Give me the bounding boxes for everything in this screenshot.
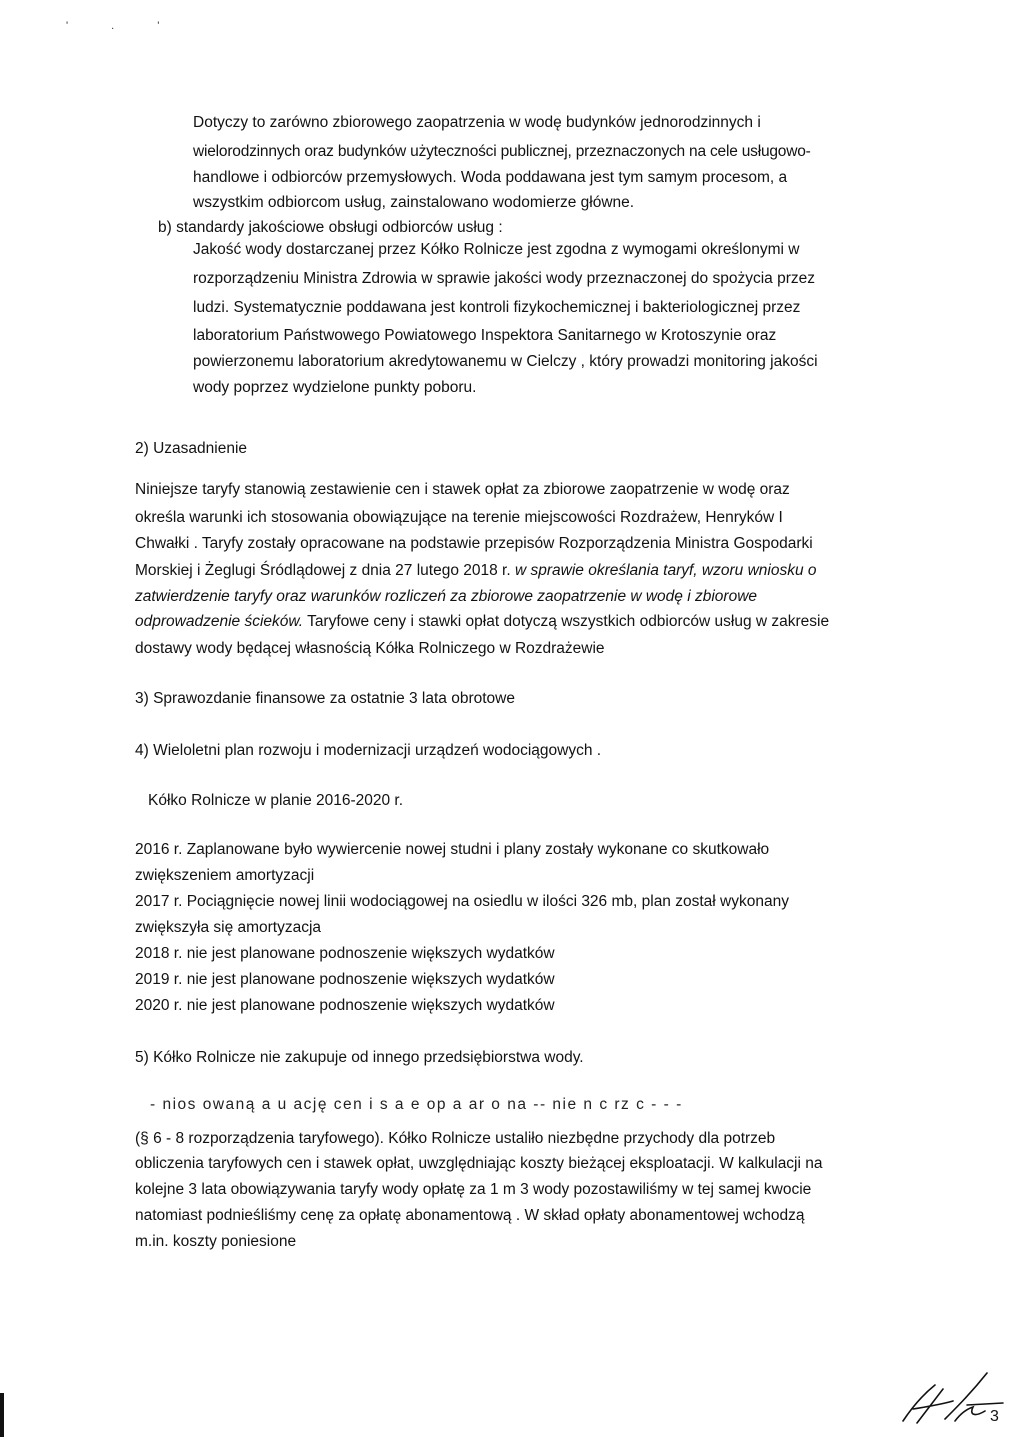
paragraph-line	[135, 612, 829, 632]
plan-item-2016-cont: zwiększeniem amortyzacji	[135, 867, 315, 884]
paragraph-line: ludzi. Systematycznie poddawana jest kontroli fizykochemicznej i bakteriologicznej przez	[193, 299, 801, 316]
plan-subheading: Kółko Rolnicze w planie 2016-2020 r.	[148, 792, 404, 809]
section-heading-sprawozdanie: 3) Sprawozdanie finansowe za ostatnie 3 lata obrotowe	[135, 690, 515, 707]
plan-item-2017: 2017 r. Pociągnięcie nowej linii wodociągowej na osiedlu w ilości 326 mb, plan został wykonany	[135, 893, 789, 910]
page-number: 3	[990, 1408, 999, 1425]
section-heading-plan: 4) Wieloletni plan rozwoju i modernizacji urządzeń wodociągowych .	[135, 742, 602, 759]
paragraph-line: Dotyczy to zarówno zbiorowego zaopatrzenia w wodę budynków jednorodzinnych i	[193, 114, 761, 131]
paragraph-line	[135, 561, 817, 581]
paragraph-line: Chwałki . Taryfy zostały opracowane na podstawie przepisów Rozporządzenia Ministra Gospodarki	[135, 535, 813, 552]
paragraph-line: rozporządzeniu Ministra Zdrowia w sprawie jakości wody przeznaczonej do spożycia przez	[193, 270, 815, 287]
paragraph-line: określa warunki ich stosowania obowiązujące na terenie miejscowości Rozdrażew, Henryków I	[135, 509, 783, 526]
plan-item-2019: 2019 r. nie jest planowane podnoszenie większych wydatków	[135, 971, 555, 988]
paragraph-line: wody poprzez wydzielone punkty poboru.	[193, 379, 477, 396]
plan-item-2020: 2020 r. nie jest planowane podnoszenie większych wydatków	[135, 997, 555, 1014]
text-italic: odprowadzenie ścieków.	[135, 613, 304, 630]
paragraph-line: laboratorium Państwowego Powiatowego Inspektora Sanitarnego w Krotoszynie oraz	[193, 327, 777, 344]
text-italic: w sprawie określania taryf, wzoru wniosku o	[514, 562, 817, 579]
scan-edge-mark	[0, 1393, 4, 1437]
paragraph-line: (§ 6 - 8 rozporządzenia taryfowego). Kółko Rolnicze ustaliło niezbędne przychody dla potrzeb	[135, 1130, 776, 1147]
paragraph-line: obliczenia taryfowych cen i stawek opłat, uwzględniając koszty bieżącej eksploatacji. W kalkulacji na	[135, 1155, 823, 1172]
paragraph-line: natomiast podnieśliśmy cenę za opłatę abonamentową . W skład opłaty abonamentowej wchodzą	[135, 1207, 805, 1224]
text-plain: Morskiej i Żeglugi Śródlądowej z dnia 27 lutego 2018 r.	[135, 562, 511, 579]
section-heading-uzasadnienie: 2) Uzasadnienie	[135, 440, 248, 457]
paragraph-line: Jakość wody dostarczanej przez Kółko Rolnicze jest zgodna z wymogami określonymi w	[193, 241, 800, 258]
plan-item-2018: 2018 r. nie jest planowane podnoszenie większych wydatków	[135, 945, 555, 962]
paragraph-line: m.in. koszty poniesione	[135, 1233, 297, 1250]
section-heading-zakup: 5) Kółko Rolnicze nie zakupuje od innego przedsiębiorstwa wody.	[135, 1049, 584, 1066]
signature-icon	[895, 1363, 1005, 1433]
paragraph-line: dostawy wody będącej własnością Kółka Rolniczego w Rozdrażewie	[135, 640, 605, 657]
paragraph-line: wszystkim odbiorcom usług, zainstalowano wodomierze główne.	[193, 194, 635, 211]
paragraph-line: Niniejsze taryfy stanowią zestawienie cen i stawek opłat za zbiorowe zaopatrzenie w wodę oraz	[135, 481, 790, 498]
text-plain: Taryfowe ceny i stawki opłat dotyczą wszystkich odbiorców usług w zakresie	[307, 613, 830, 630]
plan-item-2016: 2016 r. Zaplanowane było wywiercenie nowej studni i plany zostały wykonane co skutkowało	[135, 841, 770, 858]
paragraph-line: handlowe i odbiorców przemysłowych. Woda poddawana jest tym samym procesom, a	[193, 169, 788, 186]
scan-marks: ' . '	[66, 20, 180, 32]
plan-item-2017-cont: zwiększyła się amortyzacja	[135, 919, 322, 936]
paragraph-line: kolejne 3 lata obowiązywania taryfy wody opłatę za 1 m 3 wody pozostawiliśmy w tej samej kwocie	[135, 1181, 812, 1198]
paragraph-line: wielorodzinnych oraz budynków użyteczności publicznej, przeznaczonych na cele usługowo-	[193, 143, 811, 160]
paragraph-line: powierzonemu laboratorium akredytowanemu w Cielczy , który prowadzi monitoring jakości	[193, 353, 818, 370]
paragraph-line-faded: - nios owaną a u ację cen i s a e op a ar o na -- nie n c rz c - - -	[150, 1096, 683, 1113]
paragraph-line: zatwierdzenie taryfy oraz warunków rozliczeń za zbiorowe zaopatrzenie w wodę i zbiorowe	[135, 588, 758, 605]
subsection-heading-b: b) standardy jakościowe obsługi odbiorców usług :	[158, 219, 503, 236]
